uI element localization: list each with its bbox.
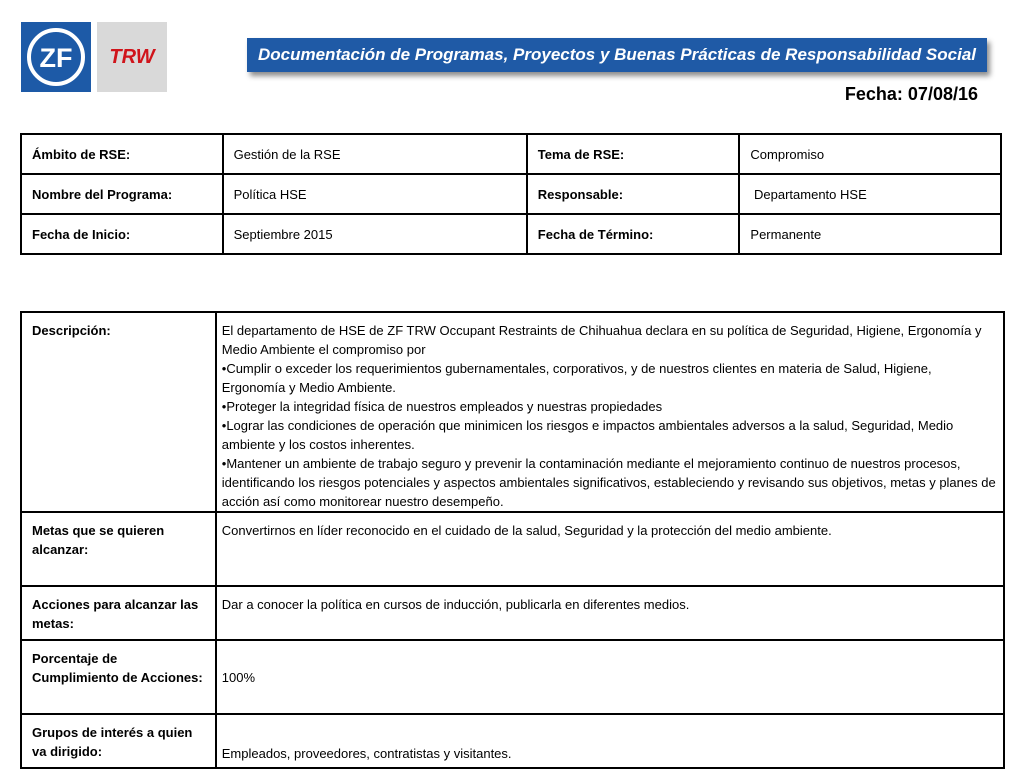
programa-label: Nombre del Programa: — [21, 174, 223, 214]
document-date: Fecha: 07/08/16 — [844, 84, 978, 104]
ambito-value: Gestión de la RSE — [223, 134, 527, 174]
descripcion-bullet: •Cumplir o exceder los requerimientos gubernamentales, corporativos, y de nuestros clientes en materia de Salud, Higiene, Ergonomía y Medio Ambiente. — [221, 361, 932, 395]
page-title: Documentación de Programas, Proyectos y Buenas Prácticas de Responsabilidad Social — [247, 38, 987, 72]
table-row — [21, 174, 1001, 214]
table-row — [21, 512, 1004, 586]
trw-logo — [97, 22, 167, 92]
descripcion-label: Descripción: — [21, 312, 216, 512]
grupos-label: Grupos de interés a quien va dirigido: — [21, 714, 216, 768]
table-row — [21, 214, 1001, 254]
program-details-table — [20, 311, 1005, 769]
zf-logo — [21, 22, 91, 92]
acciones-value: Dar a conocer la política en cursos de inducción, publicarla en diferentes medios. — [216, 586, 1004, 640]
porcentaje-label: Porcentaje de Cumplimiento de Acciones: — [21, 640, 216, 714]
descripcion-intro: El departamento de HSE de ZF TRW Occupant Restraints de Chihuahua declara en su política de Seguridad, Higiene, Ergonomía y Medio Ambiente el compromiso por — [221, 323, 982, 357]
inicio-label: Fecha de Inicio: — [21, 214, 223, 254]
porcentaje-value: 100% — [216, 640, 1004, 714]
descripcion-bullet: •Proteger la integridad física de nuestros empleados y nuestras propiedades — [221, 399, 663, 414]
metas-value: Convertirnos en líder reconocido en el cuidado de la salud, Seguridad y la protección del medio ambiente. — [216, 512, 1004, 586]
responsable-value: Departamento HSE — [739, 174, 1001, 214]
descripcion-value — [216, 312, 1004, 512]
acciones-label: Acciones para alcanzar las metas: — [21, 586, 216, 640]
termino-label: Fecha de Término: — [527, 214, 740, 254]
table-row — [21, 312, 1004, 512]
tema-label: Tema de RSE: — [527, 134, 740, 174]
descripcion-bullet: •Mantener un ambiente de trabajo seguro y prevenir la contaminación mediante el mejoramiento continuo de nuestros procesos, identificando los riesgos potenciales y aspectos ambientales significativos, estableciendo y revisando sus objetivos, metas y planes de acción así como monitorear nuestro desempeño. — [221, 456, 996, 509]
table-row — [21, 714, 1004, 768]
metas-label: Metas que se quieren alcanzar: — [21, 512, 216, 586]
grupos-value: Empleados, proveedores, contratistas y visitantes. — [216, 714, 1004, 768]
ambito-label: Ámbito de RSE: — [21, 134, 223, 174]
tema-value: Compromiso — [739, 134, 1001, 174]
inicio-value: Septiembre 2015 — [223, 214, 527, 254]
table-row — [21, 586, 1004, 640]
table-row — [21, 134, 1001, 174]
table-row — [21, 640, 1004, 714]
programa-value: Política HSE — [223, 174, 527, 214]
zf-logo-text: ZF — [39, 43, 73, 73]
responsable-label: Responsable: — [527, 174, 740, 214]
program-info-table — [20, 133, 1002, 255]
descripcion-bullet: •Lograr las condiciones de operación que minimicen los riesgos e impactos ambientales adversos a la salud, Seguridad, Medio ambiente y los costos inherentes. — [221, 418, 954, 452]
trw-logo-text: TRW — [109, 46, 155, 68]
termino-value: Permanente — [739, 214, 1001, 254]
